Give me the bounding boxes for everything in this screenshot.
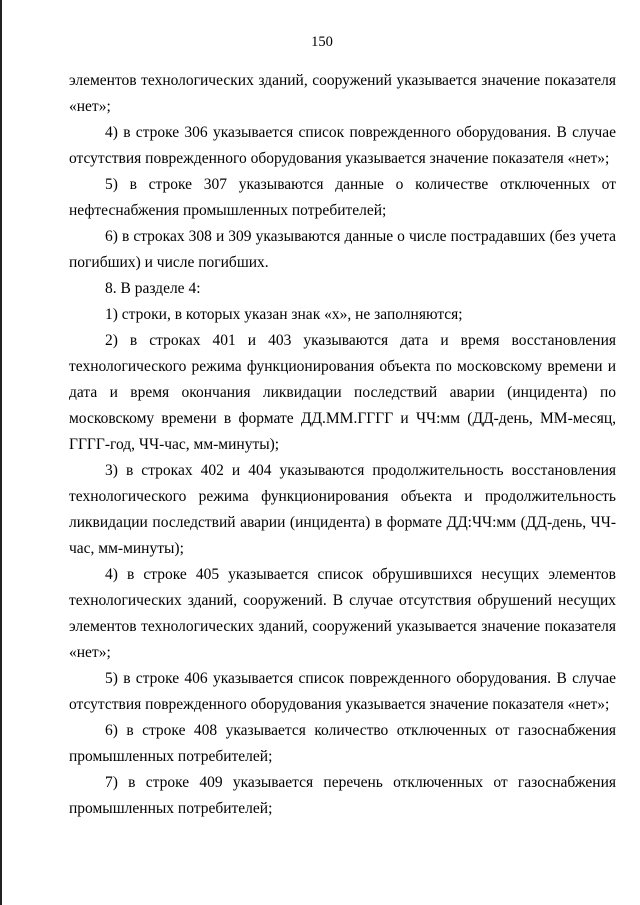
document-body bbox=[69, 68, 616, 822]
paragraph-item-402-404: 3) в строках 402 и 404 указываются продолжительность восстановления технологического режима функционирования объекта и продолжительность ликвидации последствий аварии (инцидента) в формате ДД:ЧЧ:мм (ДД-день, ЧЧ-час, мм-минуты); bbox=[69, 462, 616, 557]
paragraph-item-306: 4) в строке 306 указывается список поврежденного оборудования. В случае отсутствия поврежденного оборудования указывается значение показателя «нет»; bbox=[69, 124, 616, 167]
page-number: 150 bbox=[311, 34, 333, 50]
paragraph-rule-1: 1) строки, в которых указан знак «х», не заполняются; bbox=[105, 306, 463, 323]
paragraph-continuation: элементов технологических зданий, сооружений указывается значение показателя «нет»; bbox=[69, 72, 616, 115]
paragraph-item-409: 7) в строке 409 указывается перечень отключенных от газоснабжения промышленных потребителей; bbox=[69, 774, 616, 817]
paragraph-item-307: 5) в строке 307 указываются данные о количестве отключенных от нефтеснабжения промышленных потребителей; bbox=[69, 176, 616, 219]
paragraph-item-405: 4) в строке 405 указывается список обрушившихся несущих элементов технологических зданий, сооружений. В случае отсутствия обрушений несущих элементов технологических зданий, сооружений указывается значение показателя «нет»; bbox=[69, 566, 616, 661]
paragraph-item-308-309: 6) в строках 308 и 309 указываются данные о числе пострадавших (без учета погибших) и числе погибших. bbox=[69, 228, 616, 271]
paragraph-item-408: 6) в строке 408 указывается количество отключенных от газоснабжения промышленных потребителей; bbox=[69, 722, 616, 765]
paragraph-item-406: 5) в строке 406 указывается список поврежденного оборудования. В случае отсутствия поврежденного оборудования указывается значение показателя «нет»; bbox=[69, 670, 616, 713]
section-heading-4: 8. В разделе 4: bbox=[105, 280, 201, 297]
paragraph-item-401-403: 2) в строках 401 и 403 указываются дата и время восстановления технологического режима функционирования объекта по московскому времени и дата и время окончания ликвидации последствий аварии (инцидента) по московскому времени в формате ДД.ММ.ГГГГ и ЧЧ:мм (ДД-день, ММ-месяц, ГГГГ-год, ЧЧ-час, мм-минуты); bbox=[69, 332, 616, 453]
